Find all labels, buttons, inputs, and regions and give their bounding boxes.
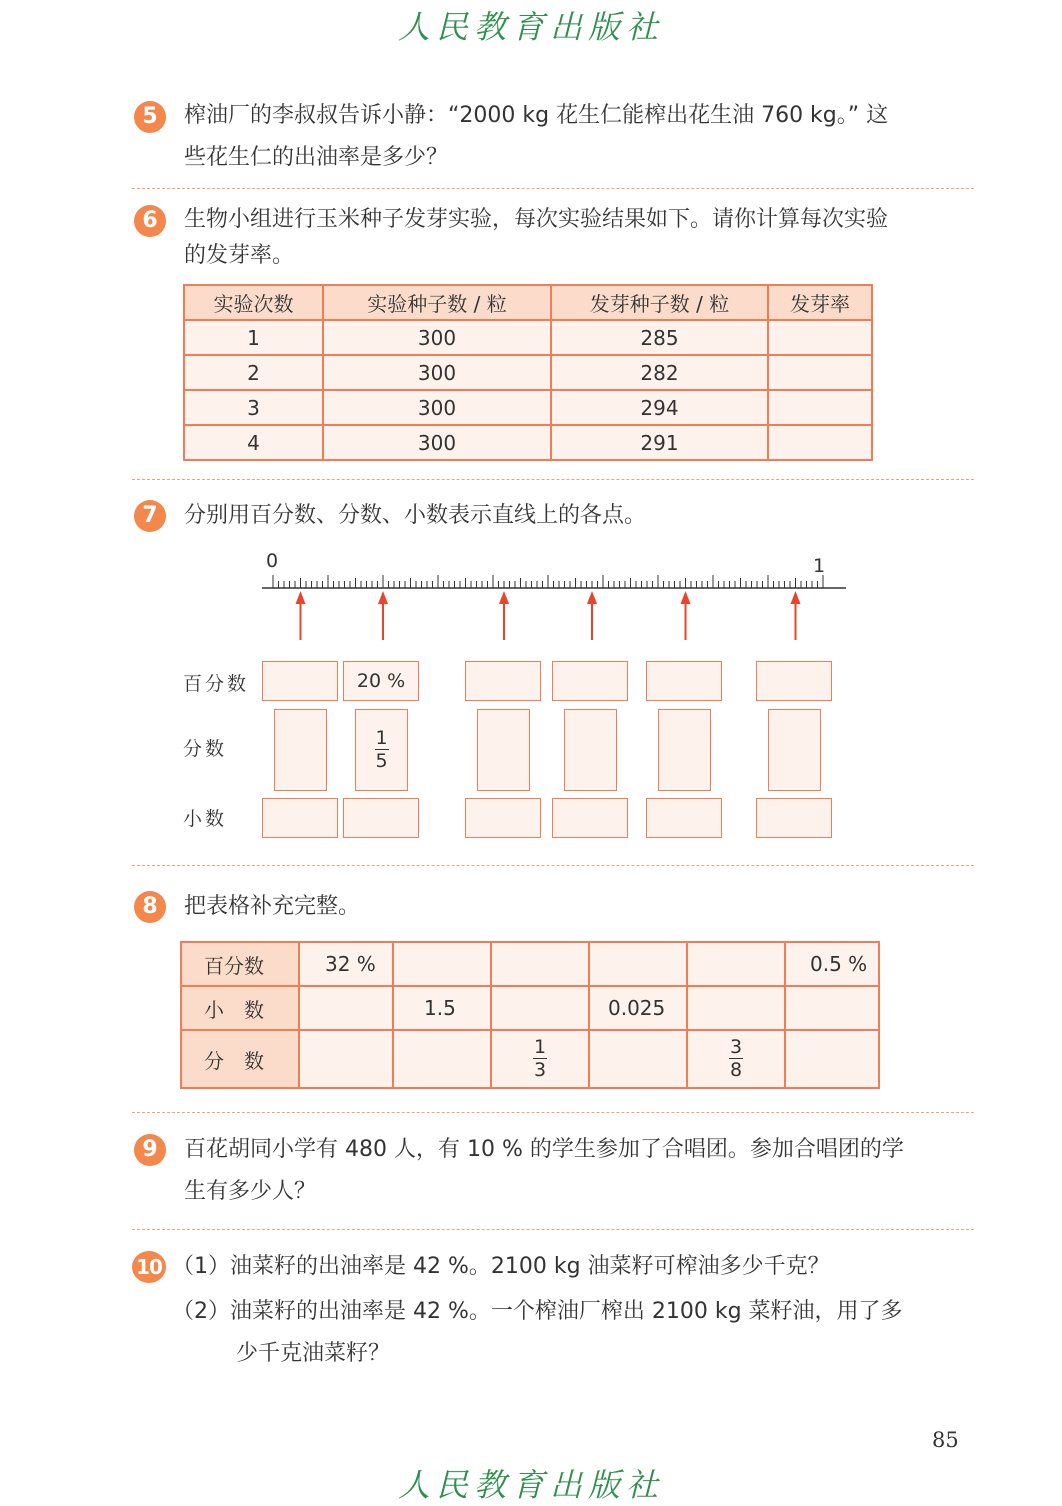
q5-line-1: 榨油厂的李叔叔告诉小静：“2000 kg 花生仁能榨出花生油 760 kg。” 这 [184, 103, 889, 128]
fraction-value [533, 1037, 547, 1080]
table-header: 实验次数 [184, 285, 323, 320]
percent-answer-box[interactable] [552, 661, 628, 701]
q7-text: 分别用百分数、分数、小数表示直线上的各点。 [184, 503, 647, 528]
table-row [181, 1030, 879, 1088]
axis-label-zero: 0 [266, 550, 279, 572]
point-arrows [296, 591, 801, 640]
publisher-logo-header: 人民教育出版社 [397, 8, 664, 46]
table-cell: 1.5 [393, 986, 491, 1030]
q6-line-2: 的发芽率。 [184, 243, 295, 268]
table-cell: 294 [551, 390, 768, 425]
table-cell: 285 [551, 320, 768, 355]
point-arrow [791, 591, 801, 640]
point-arrow [587, 591, 597, 640]
row-label-percent: 百分数 [183, 673, 250, 695]
row-label-decimal: 小数 [183, 808, 228, 830]
question-number-10: 10 [132, 1251, 166, 1283]
table-header: 发芽率 [768, 285, 872, 320]
percent-answer-box[interactable] [262, 661, 338, 701]
fraction-numerator: 1 [533, 1036, 547, 1058]
table-header: 实验种子数 / 粒 [323, 285, 551, 320]
table-cell[interactable] [589, 942, 687, 986]
table-cell: 4 [184, 425, 323, 460]
fraction-value [729, 1037, 743, 1080]
table-cell: 3 [184, 390, 323, 425]
decimal-answer-box[interactable] [646, 798, 722, 838]
table-cell: 1 [184, 320, 323, 355]
decimal-answer-box[interactable] [262, 798, 338, 838]
table-cell: 300 [323, 390, 551, 425]
point-arrow [499, 591, 509, 640]
decimal-answer-box[interactable] [552, 798, 628, 838]
table-cell[interactable] [393, 942, 491, 986]
row-header-percent: 百分数 [181, 942, 299, 986]
table-cell: 282 [551, 355, 768, 390]
table-row [181, 942, 879, 986]
number-line-ticks [273, 575, 823, 588]
question-number-7: 7 [134, 500, 166, 532]
table-cell[interactable] [687, 986, 785, 1030]
question-number-8: 8 [134, 891, 166, 923]
table-cell: 2 [184, 355, 323, 390]
divider [132, 865, 974, 866]
point-arrow [378, 591, 388, 640]
conversion-table [180, 941, 880, 1089]
decimal-answer-box[interactable] [343, 798, 419, 838]
table-cell: 300 [323, 355, 551, 390]
fraction-denominator: 5 [375, 750, 388, 772]
table-cell[interactable] [299, 986, 393, 1030]
q10-part-1: （1）油菜籽的出油率是 42 %。2100 kg 油菜籽可榨油多少千克？ [172, 1254, 830, 1279]
table-cell: 300 [323, 425, 551, 460]
fraction-answer-box[interactable] [477, 709, 530, 791]
publisher-logo-footer: 人民教育出版社 [397, 1466, 664, 1504]
q9-line-2: 生有多少人？ [184, 1179, 317, 1204]
table-cell: 32 % [299, 942, 393, 986]
row-label-fraction: 分数 [183, 738, 228, 760]
point-arrow [681, 591, 691, 640]
row-header-fraction: 分 数 [181, 1030, 299, 1088]
percent-answer-box[interactable] [756, 661, 832, 701]
divider [132, 1229, 974, 1230]
q9-line-1: 百花胡同小学有 480 人，有 10 % 的学生参加了合唱团。参加合唱团的学 [184, 1137, 904, 1162]
fraction-denominator: 8 [729, 1059, 743, 1081]
fraction-numerator: 1 [375, 727, 388, 749]
table-cell[interactable] [393, 1030, 491, 1088]
percent-example-value: 20 % [356, 670, 406, 692]
axis-label-one: 1 [813, 555, 826, 577]
fraction-answer-box[interactable] [658, 709, 711, 791]
table-header: 发芽种子数 / 粒 [551, 285, 768, 320]
fraction-example [375, 728, 389, 771]
percent-answer-box[interactable] [343, 661, 419, 701]
q8-text: 把表格补充完整。 [184, 894, 361, 919]
table-cell: 0.5 % [785, 942, 879, 986]
table-cell[interactable] [491, 986, 589, 1030]
percent-answer-box[interactable] [646, 661, 722, 701]
table-cell: 300 [323, 320, 551, 355]
page-number: 85 [932, 1428, 959, 1452]
q5-line-2: 些花生仁的出油率是多少？ [184, 145, 449, 170]
q10-part-2-line-1: （2）油菜籽的出油率是 42 %。一个榨油厂榨出 2100 kg 菜籽油，用了多 [172, 1299, 903, 1324]
table-row [181, 986, 879, 1030]
table-cell[interactable] [785, 986, 879, 1030]
table-cell: 291 [551, 425, 768, 460]
table-cell[interactable] [589, 1030, 687, 1088]
table-cell [491, 1030, 589, 1088]
fraction-answer-box[interactable] [355, 709, 408, 791]
fraction-answer-box[interactable] [274, 709, 327, 791]
fraction-denominator: 3 [533, 1059, 547, 1081]
question-number-6: 6 [134, 205, 166, 237]
table-cell[interactable] [491, 942, 589, 986]
question-number-5: 5 [134, 101, 166, 133]
fraction-answer-box[interactable] [564, 709, 617, 791]
table-cell[interactable] [299, 1030, 393, 1088]
decimal-answer-box[interactable] [465, 798, 541, 838]
decimal-answer-box[interactable] [756, 798, 832, 838]
fraction-answer-box[interactable] [768, 709, 821, 791]
question-number-9: 9 [134, 1134, 166, 1166]
fraction-numerator: 3 [729, 1036, 743, 1058]
table-cell[interactable] [687, 942, 785, 986]
divider [132, 1112, 974, 1113]
q10-part-2-line-2: 少千克油菜籽？ [236, 1341, 391, 1366]
table-cell[interactable] [785, 1030, 879, 1088]
table-cell: 0.025 [589, 986, 687, 1030]
q6-line-1: 生物小组进行玉米种子发芽实验，每次实验结果如下。请你计算每次实验 [184, 207, 889, 232]
row-header-decimal: 小 数 [181, 986, 299, 1030]
point-arrow [296, 591, 306, 640]
percent-answer-box[interactable] [465, 661, 541, 701]
table-cell [687, 1030, 785, 1088]
